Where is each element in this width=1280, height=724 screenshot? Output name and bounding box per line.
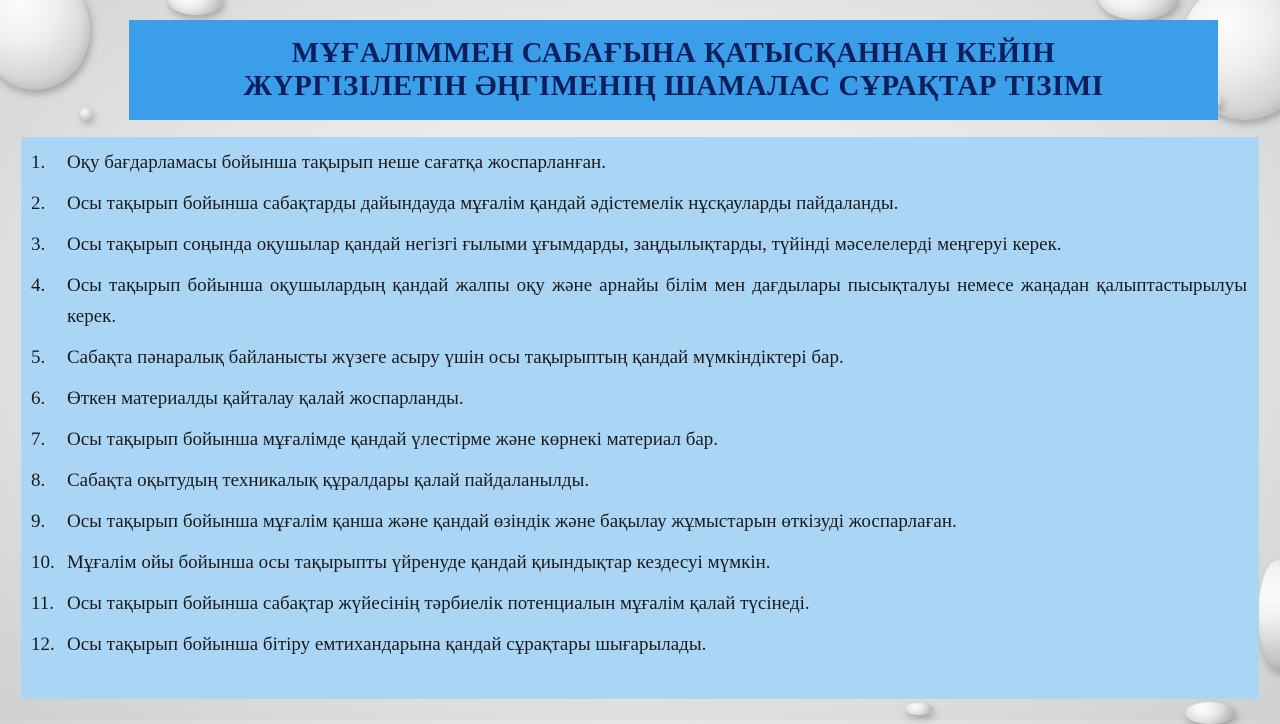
water-drop-decoration bbox=[1258, 560, 1280, 670]
list-item-number: 2. bbox=[31, 193, 46, 214]
list-item bbox=[31, 629, 1247, 660]
list-item bbox=[31, 383, 1247, 414]
list-item-number: 7. bbox=[31, 429, 46, 450]
list-item-number: 4. bbox=[31, 275, 46, 296]
list-item-number: 8. bbox=[31, 470, 46, 491]
list-item bbox=[31, 547, 1247, 578]
list-item-number: 1. bbox=[31, 152, 46, 173]
water-drop-decoration bbox=[905, 703, 933, 715]
list-item bbox=[31, 506, 1247, 537]
list-item bbox=[31, 270, 1247, 332]
list-item bbox=[31, 342, 1247, 373]
list-item-number: 12. bbox=[31, 634, 55, 655]
list-item-number: 10. bbox=[31, 552, 55, 573]
list-item bbox=[31, 188, 1247, 219]
list-item-text: Осы тақырып бойынша мұғалім қанша және қандай өзіндік және бақылау жұмыстарын өткізуді жоспарлаған. bbox=[67, 511, 957, 532]
list-item-text: Осы тақырып бойынша сабақтарды дайындауда мұғалім қандай әдістемелік нұсқауларды пайдаланды. bbox=[67, 193, 899, 214]
list-item-number: 3. bbox=[31, 234, 46, 255]
list-item-text: Өткен материалды қайталау қалай жоспарланды. bbox=[67, 388, 464, 409]
list-item-text: Осы тақырып бойынша мұғалімде қандай үлестірме және көрнекі материал бар. bbox=[67, 429, 719, 450]
list-item-number: 5. bbox=[31, 347, 46, 368]
water-drop-decoration bbox=[0, 0, 90, 90]
list-item-text: Мұғалім ойы бойынша осы тақырыпты үйренуде қандай қиындықтар кездесуі мүмкін. bbox=[67, 552, 771, 573]
slide-title-box bbox=[129, 20, 1218, 120]
list-item bbox=[31, 147, 1247, 178]
question-list-box bbox=[21, 137, 1259, 699]
list-item bbox=[31, 424, 1247, 455]
list-item-number: 6. bbox=[31, 388, 46, 409]
water-drop-decoration bbox=[1098, 0, 1178, 20]
water-drop-decoration bbox=[168, 0, 223, 15]
list-item-text: Сабақта оқытудың техникалық құралдары қалай пайдаланылды. bbox=[67, 470, 590, 491]
slide-title-line-1: МҰҒАЛІММЕН САБАҒЫНА ҚАТЫСҚАННАН КЕЙІН bbox=[291, 37, 1056, 69]
list-item-text: Осы тақырып бойынша бітіру емтихандарына қандай сұрақтары шығарылады. bbox=[67, 634, 707, 655]
water-drop-decoration bbox=[1185, 702, 1235, 724]
list-item bbox=[31, 229, 1247, 260]
list-item-text: Сабақта пәнаралық байланысты жүзеге асыру үшін осы тақырыптың қандай мүмкіндіктері бар. bbox=[67, 347, 844, 368]
list-item-text: Оқу бағдарламасы бойынша тақырып неше сағатқа жоспарланған. bbox=[67, 152, 606, 173]
slide-title-line-2: ЖҮРГІЗІЛЕТІН ӘҢГІМЕНІҢ ШАМАЛАС СҰРАҚТАР ТІЗІМІ bbox=[243, 70, 1104, 102]
list-item-number: 11. bbox=[31, 593, 55, 614]
list-item-number: 9. bbox=[31, 511, 46, 532]
list-item-text: Осы тақырып бойынша сабақтар жүйесінің тәрбиелік потенциалын мұғалім қалай түсінеді. bbox=[67, 593, 810, 614]
list-item-text: Осы тақырып соңында оқушылар қандай негізгі ғылыми ұғымдарды, заңдылықтарды, түйінді мәселелерді меңгеруі керек. bbox=[67, 234, 1062, 255]
water-drop-decoration bbox=[80, 108, 92, 120]
list-item bbox=[31, 588, 1247, 619]
list-item bbox=[31, 465, 1247, 496]
question-list bbox=[31, 147, 1247, 660]
list-item-text: Осы тақырып бойынша оқушылардың қандай жалпы оқу және арнайы білім мен дағдылары пысықталуы немесе жаңадан қалыптастырылуы керек. bbox=[67, 275, 1247, 327]
